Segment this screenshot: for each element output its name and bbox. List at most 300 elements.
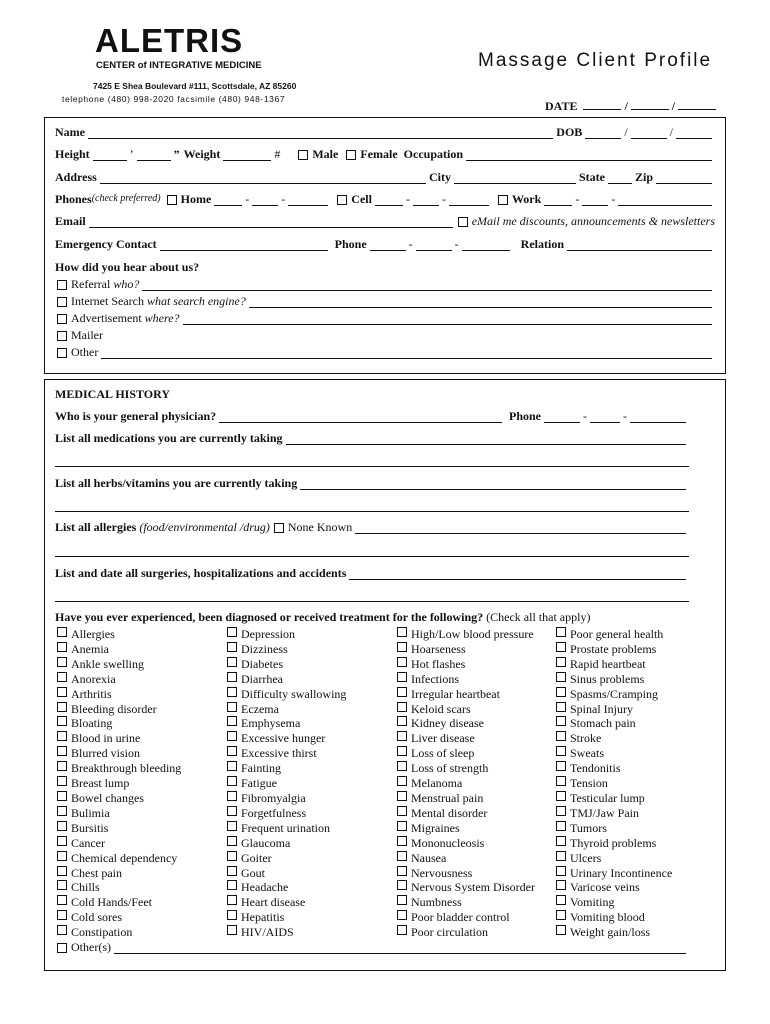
condition-label: Ulcers [570, 850, 602, 865]
condition-label: Poor bladder control [411, 910, 510, 925]
condition-item [554, 836, 672, 851]
condition-checkbox[interactable] [397, 627, 407, 637]
work-prefix-field[interactable] [582, 194, 608, 206]
condition-label: Prostate problems [570, 641, 657, 656]
condition-label: Gout [241, 865, 265, 880]
condition-checkbox[interactable] [227, 776, 237, 786]
other-label: Other [71, 345, 99, 359]
condition-label: High/Low blood pressure [411, 627, 534, 641]
condition-checkbox[interactable] [556, 776, 566, 786]
hear-question: How did you hear about us? [55, 260, 200, 274]
height-label: Height [55, 147, 90, 161]
condition-item [225, 702, 346, 717]
referral-checkbox[interactable] [57, 280, 67, 290]
condition-item [395, 716, 535, 731]
allergies-line-2[interactable] [55, 556, 689, 557]
condition-checkbox[interactable] [556, 627, 566, 637]
condition-checkbox[interactable] [556, 925, 566, 935]
condition-checkbox[interactable] [397, 895, 407, 905]
address-label: Address [55, 170, 97, 184]
dash: - [245, 192, 250, 206]
date-row [545, 98, 719, 114]
condition-label: Menstrual pain [411, 790, 484, 805]
referral-field[interactable] [142, 279, 712, 291]
condition-checkbox[interactable] [227, 821, 237, 831]
conditions-question-row [55, 610, 715, 624]
condition-item [55, 791, 181, 806]
condition-item [554, 925, 672, 940]
condition-item [55, 866, 181, 881]
city-label: City [428, 170, 451, 184]
condition-label: Rapid heartbeat [570, 656, 646, 671]
internet-field[interactable] [249, 296, 712, 308]
condition-label: Blurred vision [71, 746, 140, 761]
condition-label: Bleeding disorder [71, 701, 157, 716]
condition-item [554, 761, 672, 776]
condition-item [55, 821, 181, 836]
emergency-label: Emergency Contact [55, 237, 157, 251]
conditions-col-1 [55, 627, 181, 940]
condition-checkbox[interactable] [556, 672, 566, 682]
condition-checkbox[interactable] [556, 642, 566, 652]
surgeries-field[interactable] [349, 568, 686, 580]
condition-checkbox[interactable] [227, 702, 237, 712]
condition-label: Goiter [241, 850, 272, 865]
conditions-col-2 [225, 627, 346, 940]
condition-item [395, 627, 535, 642]
condition-checkbox[interactable] [227, 910, 237, 920]
herbs-field[interactable] [300, 478, 686, 490]
condition-checkbox[interactable] [57, 657, 67, 667]
condition-checkbox[interactable] [397, 910, 407, 920]
condition-label: Breast lump [71, 776, 130, 791]
feet-mark: ’ [129, 147, 134, 161]
date-sep: / [671, 99, 676, 113]
home-area-field[interactable] [214, 194, 242, 206]
condition-item [554, 702, 672, 717]
male-checkbox[interactable] [298, 150, 308, 160]
condition-checkbox[interactable] [227, 791, 237, 801]
condition-checkbox[interactable] [556, 866, 566, 876]
condition-item [225, 880, 346, 895]
condition-checkbox[interactable] [57, 866, 67, 876]
condition-checkbox[interactable] [227, 642, 237, 652]
address-row [55, 170, 715, 184]
condition-item [55, 880, 181, 895]
condition-item [554, 895, 672, 910]
condition-item [554, 716, 672, 731]
condition-item [395, 925, 535, 940]
email-field[interactable] [89, 216, 453, 228]
occupation-field[interactable] [466, 149, 712, 161]
condition-item [225, 925, 346, 940]
condition-checkbox[interactable] [227, 731, 237, 741]
condition-checkbox[interactable] [57, 642, 67, 652]
condition-label: Dizziness [241, 641, 288, 656]
condition-checkbox[interactable] [397, 702, 407, 712]
condition-item [554, 731, 672, 746]
condition-checkbox[interactable] [397, 791, 407, 801]
condition-label: Nervousness [411, 865, 473, 880]
condition-item [554, 672, 672, 687]
none-known-checkbox[interactable] [274, 523, 284, 533]
condition-checkbox[interactable] [227, 627, 237, 637]
dash: - [408, 237, 413, 251]
condition-checkbox[interactable] [397, 866, 407, 876]
physician-line-field[interactable] [630, 411, 686, 423]
condition-checkbox[interactable] [397, 657, 407, 667]
logo-subtitle: CENTER of INTEGRATIVE MEDICINE [96, 60, 262, 71]
allergies-field[interactable] [355, 522, 686, 534]
condition-checkbox[interactable] [57, 821, 67, 831]
relation-label: Relation [520, 237, 564, 251]
condition-checkbox[interactable] [57, 925, 67, 935]
conditions-col-3 [395, 627, 535, 940]
condition-item [55, 642, 181, 657]
condition-checkbox[interactable] [227, 806, 237, 816]
height-feet-field[interactable] [93, 149, 127, 161]
condition-checkbox[interactable] [556, 716, 566, 726]
others-field[interactable] [114, 942, 686, 954]
meds-row [55, 431, 689, 445]
email-optin-checkbox[interactable] [458, 217, 468, 227]
condition-label: Poor circulation [411, 925, 488, 940]
condition-checkbox[interactable] [57, 806, 67, 816]
referral-label: Referral [71, 277, 111, 291]
dash: - [583, 409, 587, 423]
condition-checkbox[interactable] [556, 895, 566, 905]
surgeries-label: List and date all surgeries, hospitalizations and accidents [55, 566, 347, 580]
other-checkbox[interactable] [57, 348, 67, 358]
advert-field[interactable] [183, 313, 712, 325]
condition-item [395, 731, 535, 746]
condition-label: Sinus problems [570, 671, 645, 686]
condition-item [55, 672, 181, 687]
condition-label: Weight gain/loss [570, 925, 651, 940]
condition-label: Eczema [241, 701, 279, 716]
condition-checkbox[interactable] [57, 687, 67, 697]
condition-label: Bulimia [71, 805, 110, 820]
dash: - [441, 192, 446, 206]
condition-item [55, 627, 181, 642]
condition-checkbox[interactable] [57, 851, 67, 861]
date-year-field[interactable] [678, 98, 716, 110]
condition-checkbox[interactable] [397, 925, 407, 935]
meds-line-2[interactable] [55, 466, 689, 467]
condition-checkbox[interactable] [57, 836, 67, 846]
dash: - [281, 192, 286, 206]
cell-label: Cell [351, 192, 372, 206]
condition-label: Hot flashes [411, 656, 466, 671]
condition-checkbox[interactable] [556, 806, 566, 816]
advert-label: Advertisement [71, 311, 142, 325]
physician-prefix-field[interactable] [590, 411, 620, 423]
condition-label: Liver disease [411, 731, 475, 746]
condition-checkbox[interactable] [227, 687, 237, 697]
condition-item [55, 746, 181, 761]
inch-mark: ” [173, 147, 180, 161]
internet-q: what search engine? [146, 294, 246, 308]
condition-item [225, 806, 346, 821]
condition-checkbox[interactable] [556, 821, 566, 831]
condition-checkbox[interactable] [227, 925, 237, 935]
condition-checkbox[interactable] [397, 731, 407, 741]
condition-checkbox[interactable] [556, 836, 566, 846]
other-field[interactable] [101, 347, 712, 359]
condition-checkbox[interactable] [397, 716, 407, 726]
condition-checkbox[interactable] [57, 791, 67, 801]
condition-label: Fainting [241, 761, 282, 776]
condition-item [395, 866, 535, 881]
condition-item [395, 880, 535, 895]
dash: - [405, 192, 410, 206]
condition-item [225, 836, 346, 851]
cell-prefix-field[interactable] [413, 194, 439, 206]
dash: - [575, 192, 580, 206]
clinic-phone: telephone (480) 998-2020 facsimile (480) 948-1367 [62, 94, 286, 104]
condition-checkbox[interactable] [397, 687, 407, 697]
condition-item [55, 925, 181, 940]
condition-item [554, 791, 672, 806]
condition-checkbox[interactable] [227, 746, 237, 756]
work-area-field[interactable] [544, 194, 572, 206]
condition-checkbox[interactable] [227, 866, 237, 876]
cell-line-field[interactable] [449, 194, 489, 206]
condition-label: Stomach pain [570, 716, 636, 731]
condition-label: HIV/AIDS [241, 925, 294, 940]
condition-label: Excessive hunger [241, 731, 326, 746]
condition-label: Anemia [71, 641, 109, 656]
condition-item [225, 627, 346, 642]
condition-checkbox[interactable] [57, 702, 67, 712]
condition-label: Melanoma [411, 776, 463, 791]
home-line-field[interactable] [288, 194, 328, 206]
herbs-label: List all herbs/vitamins you are currently taking [55, 476, 298, 490]
physician-area-field[interactable] [544, 411, 580, 423]
relation-field[interactable] [567, 239, 712, 251]
work-checkbox[interactable] [498, 195, 508, 205]
condition-checkbox[interactable] [57, 627, 67, 637]
condition-item [55, 702, 181, 717]
meds-field[interactable] [286, 433, 686, 445]
condition-item [225, 851, 346, 866]
others-label: Other(s) [71, 940, 111, 954]
state-field[interactable] [608, 172, 632, 184]
condition-item [225, 910, 346, 925]
address-field[interactable] [100, 172, 426, 184]
clinic-address: 7425 E Shea Boulevard #111, Scottsdale, AZ 85260 [93, 81, 297, 91]
condition-item [554, 880, 672, 895]
condition-checkbox[interactable] [397, 806, 407, 816]
condition-checkbox[interactable] [57, 895, 67, 905]
advert-row [55, 311, 715, 325]
condition-item [225, 895, 346, 910]
date-day-field[interactable] [631, 98, 669, 110]
condition-label: Numbness [411, 895, 462, 910]
condition-item [554, 627, 672, 642]
condition-item [554, 746, 672, 761]
dob-month-field[interactable] [585, 127, 621, 139]
condition-checkbox[interactable] [227, 880, 237, 890]
condition-label: Glaucoma [241, 835, 291, 850]
dob-year-field[interactable] [676, 127, 712, 139]
emergency-name-field[interactable] [160, 239, 328, 251]
height-inches-field[interactable] [137, 149, 171, 161]
email-row [55, 214, 715, 228]
condition-checkbox[interactable] [57, 880, 67, 890]
condition-item [554, 657, 672, 672]
condition-item [554, 642, 672, 657]
name-label: Name [55, 125, 85, 139]
date-month-field[interactable] [583, 98, 621, 110]
allergies-note: (food/environmental /drug) [139, 520, 270, 534]
condition-item [55, 731, 181, 746]
condition-checkbox[interactable] [57, 746, 67, 756]
condition-item [395, 761, 535, 776]
physician-label: Who is your general physician? [55, 409, 217, 423]
internet-label: Internet Search [71, 294, 144, 308]
condition-label: Ankle swelling [71, 656, 144, 671]
condition-checkbox[interactable] [556, 746, 566, 756]
dob-label: DOB [556, 125, 583, 139]
condition-item [554, 806, 672, 821]
cell-area-field[interactable] [375, 194, 403, 206]
condition-label: Kidney disease [411, 716, 484, 731]
condition-checkbox[interactable] [227, 657, 237, 667]
condition-checkbox[interactable] [556, 851, 566, 861]
cell-checkbox[interactable] [337, 195, 347, 205]
emergency-phone-label: Phone [334, 237, 367, 251]
meds-label: List all medications you are currently taking [55, 431, 283, 445]
condition-checkbox[interactable] [556, 910, 566, 920]
condition-item [395, 687, 535, 702]
emergency-area-field[interactable] [370, 239, 406, 251]
condition-label: Varicose veins [570, 880, 640, 895]
condition-checkbox[interactable] [57, 731, 67, 741]
condition-item [225, 821, 346, 836]
condition-item [395, 642, 535, 657]
condition-item [554, 687, 672, 702]
condition-label: Diabetes [241, 656, 283, 671]
other-row [55, 345, 715, 359]
weight-label: Weight [183, 147, 221, 161]
condition-label: Stroke [570, 731, 602, 746]
others-checkbox[interactable] [57, 943, 67, 953]
advert-checkbox[interactable] [57, 314, 67, 324]
condition-item [225, 672, 346, 687]
female-checkbox[interactable] [346, 150, 356, 160]
condition-checkbox[interactable] [57, 761, 67, 771]
condition-item [395, 746, 535, 761]
name-field[interactable] [88, 127, 553, 139]
weight-field[interactable] [223, 149, 271, 161]
physician-phone-label: Phone [508, 409, 541, 423]
condition-item [225, 687, 346, 702]
condition-label: Emphysema [241, 716, 301, 731]
internet-checkbox[interactable] [57, 297, 67, 307]
condition-item [395, 821, 535, 836]
condition-checkbox[interactable] [397, 672, 407, 682]
condition-label: Nervous System Disorder [411, 880, 535, 895]
condition-label: Chest pain [71, 865, 122, 880]
condition-label: Cold Hands/Feet [71, 895, 152, 910]
condition-checkbox[interactable] [556, 761, 566, 771]
condition-item [554, 910, 672, 925]
condition-checkbox[interactable] [397, 851, 407, 861]
condition-checkbox[interactable] [556, 731, 566, 741]
condition-checkbox[interactable] [556, 880, 566, 890]
dob-day-field[interactable] [631, 127, 667, 139]
condition-checkbox[interactable] [397, 761, 407, 771]
dash: - [611, 192, 616, 206]
condition-label: Vomiting [570, 895, 615, 910]
city-field[interactable] [454, 172, 576, 184]
home-prefix-field[interactable] [252, 194, 278, 206]
medical-heading: MEDICAL HISTORY [55, 387, 171, 401]
condition-label: Infections [411, 671, 459, 686]
herbs-line-2[interactable] [55, 511, 689, 512]
surgeries-line-2[interactable] [55, 601, 689, 602]
condition-label: Forgetfulness [241, 805, 307, 820]
condition-checkbox[interactable] [397, 642, 407, 652]
work-line-field[interactable] [618, 194, 712, 206]
condition-label: TMJ/Jaw Pain [570, 805, 639, 820]
condition-checkbox[interactable] [227, 895, 237, 905]
condition-checkbox[interactable] [227, 716, 237, 726]
condition-label: Depression [241, 627, 295, 641]
condition-label: Mononucleosis [411, 835, 485, 850]
work-label: Work [511, 192, 542, 206]
condition-checkbox[interactable] [57, 716, 67, 726]
condition-checkbox[interactable] [556, 687, 566, 697]
condition-checkbox[interactable] [397, 776, 407, 786]
condition-checkbox[interactable] [57, 672, 67, 682]
others-row [55, 940, 689, 954]
conditions-question: Have you ever experienced, been diagnosed or received treatment for the following? [55, 610, 484, 624]
condition-checkbox[interactable] [57, 776, 67, 786]
condition-item [395, 702, 535, 717]
condition-checkbox[interactable] [556, 791, 566, 801]
condition-checkbox[interactable] [397, 880, 407, 890]
condition-checkbox[interactable] [397, 821, 407, 831]
condition-checkbox[interactable] [556, 702, 566, 712]
condition-checkbox[interactable] [227, 672, 237, 682]
zip-field[interactable] [656, 172, 712, 184]
home-checkbox[interactable] [167, 195, 177, 205]
condition-item [554, 821, 672, 836]
emergency-line-field[interactable] [462, 239, 510, 251]
condition-checkbox[interactable] [57, 910, 67, 920]
condition-checkbox[interactable] [556, 657, 566, 667]
home-label: Home [180, 192, 212, 206]
condition-checkbox[interactable] [227, 761, 237, 771]
condition-checkbox[interactable] [227, 851, 237, 861]
emergency-prefix-field[interactable] [416, 239, 452, 251]
conditions-note: (Check all that apply) [486, 610, 591, 624]
condition-checkbox[interactable] [227, 836, 237, 846]
condition-checkbox[interactable] [397, 836, 407, 846]
condition-label: Bloating [71, 716, 113, 731]
condition-item [55, 910, 181, 925]
condition-item [225, 791, 346, 806]
condition-checkbox[interactable] [397, 746, 407, 756]
condition-label: Bowel changes [71, 790, 144, 805]
physician-field[interactable] [219, 411, 502, 423]
condition-label: Difficulty swallowing [241, 686, 347, 701]
condition-label: Frequent urination [241, 820, 330, 835]
condition-label: Loss of strength [411, 761, 489, 776]
mailer-checkbox[interactable] [57, 331, 67, 341]
